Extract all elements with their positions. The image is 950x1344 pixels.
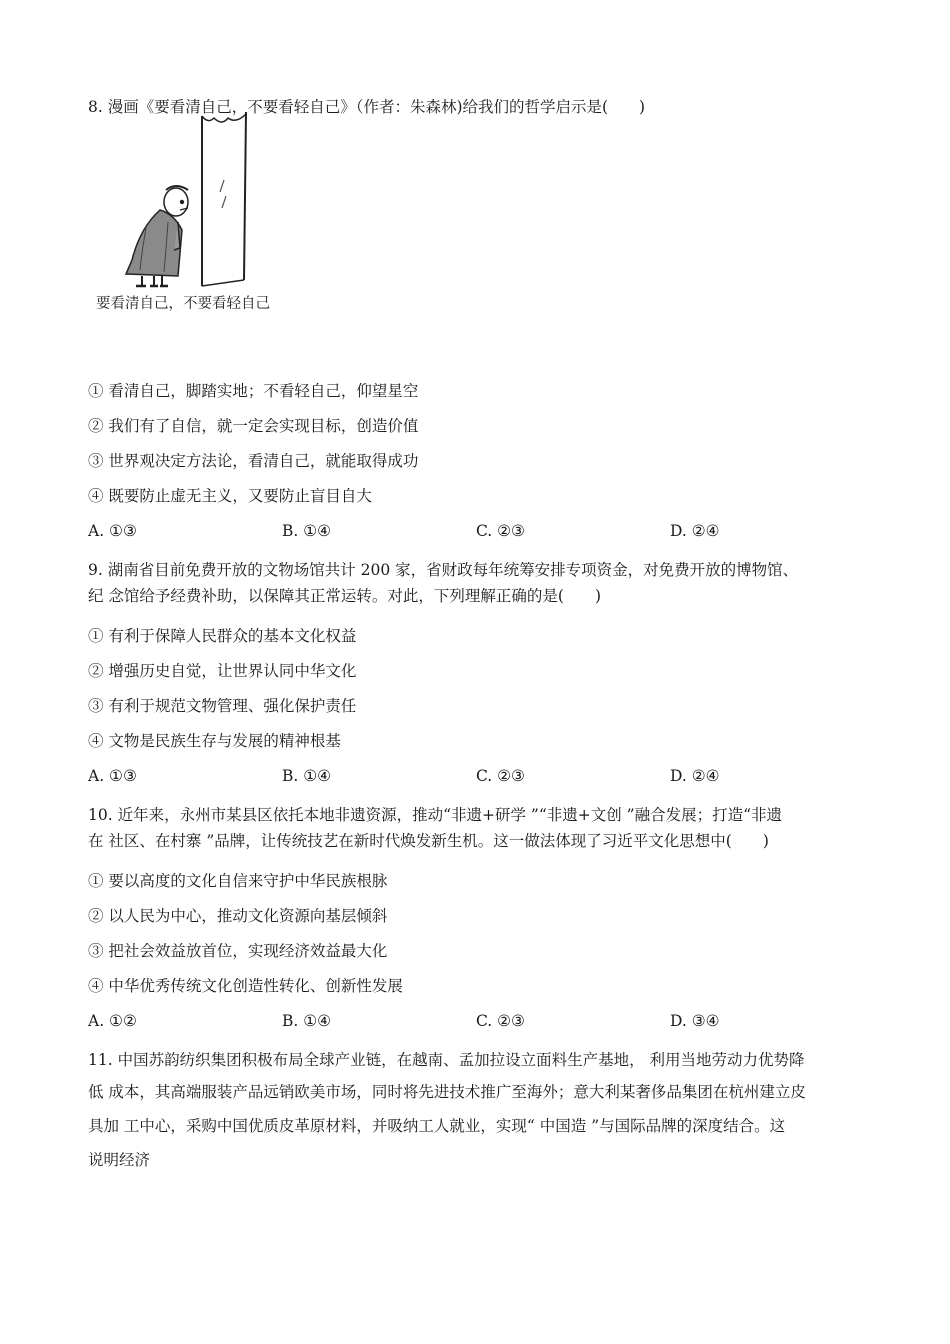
q9-item-3: ③ 有利于规范文物管理、强化保护责任	[88, 697, 357, 715]
q9-option-b[interactable]: B. ①④	[282, 767, 332, 785]
q8-option-a[interactable]: A. ①③	[88, 522, 137, 540]
q8-option-c[interactable]: C. ②③	[476, 522, 525, 540]
q8-stem: 8. 漫画《要看清自己，不要看轻自己》（作者：朱森林)给我们的哲学启示是( )	[88, 98, 646, 116]
q9-item-2: ② 增强历史自觉，让世界认同中华文化	[88, 662, 357, 680]
q10-option-c[interactable]: C. ②③	[476, 1012, 525, 1030]
q11-stem-line-2: 低 成本，其高端服装产品远销欧美市场，同时将先进技术推广至海外；意大利某奢侈品集团在杭州建立皮	[88, 1083, 806, 1101]
q10-item-1: ① 要以高度的文化自信来守护中华民族根脉	[88, 872, 388, 890]
q10-option-a[interactable]: A. ①②	[88, 1012, 137, 1030]
q9-stem-line-2: 纪 念馆给予经费补助，以保障其正常运转。对此，下列理解正确的是( )	[88, 587, 602, 605]
q11-stem-line-1: 11. 中国苏韵纺织集团积极布局全球产业链，在越南、孟加拉设立面料生产基地， 利用当地劳动力优势降	[88, 1051, 805, 1069]
q8-item-1: ① 看清自己，脚踏实地；不看轻自己，仰望星空	[88, 382, 419, 400]
q10-options	[88, 1012, 868, 1034]
q8-item-2: ② 我们有了自信，就一定会实现目标，创造价值	[88, 417, 419, 435]
q9-item-4: ④ 文物是民族生存与发展的精神根基	[88, 732, 341, 750]
q8-item-4: ④ 既要防止虚无主义，又要防止盲目自大	[88, 487, 372, 505]
q8-option-d[interactable]: D. ②④	[670, 522, 720, 540]
q10-item-2: ② 以人民为中心，推动文化资源向基层倾斜	[88, 907, 388, 925]
q10-item-4: ④ 中华优秀传统文化创造性转化、创新性发展	[88, 977, 403, 995]
q8-option-b[interactable]: B. ①④	[282, 522, 332, 540]
q9-option-c[interactable]: C. ②③	[476, 767, 525, 785]
cartoon-illustration	[96, 110, 296, 320]
q10-item-3: ③ 把社会效益放首位，实现经济效益最大化	[88, 942, 388, 960]
q11-stem-line-4: 说明经济	[88, 1151, 151, 1169]
q9-options	[88, 767, 868, 789]
q10-stem-line-2: 在 社区、在村寨 ”品牌，让传统技艺在新时代焕发新生机。这一做法体现了习近平文化思想中( )	[88, 832, 769, 850]
q10-option-b[interactable]: B. ①④	[282, 1012, 332, 1030]
q11-stem-line-3: 具加 工中心，采购中国优质皮革原材料，并吸纳工人就业，实现“ 中国造 ”与国际品牌的深度结合。这	[88, 1117, 786, 1135]
q8-item-3: ③ 世界观决定方法论，看清自己，就能取得成功	[88, 452, 419, 470]
q9-item-1: ① 有利于保障人民群众的基本文化权益	[88, 627, 357, 645]
q8-options	[88, 522, 868, 544]
q9-stem-line-1: 9. 湖南省目前免费开放的文物场馆共计 200 家，省财政每年统筹安排专项资金，对免费开放的博物馆、	[88, 561, 799, 579]
q9-option-a[interactable]: A. ①③	[88, 767, 137, 785]
q10-option-d[interactable]: D. ③④	[670, 1012, 720, 1030]
cartoon-caption: 要看清自己，不要看轻自己	[96, 296, 270, 312]
q10-stem-line-1: 10. 近年来，永州市某县区依托本地非遗资源，推动“非遗+研学 ”“非遗+文创 ”融合发展；打造“非遗	[88, 806, 783, 824]
q9-option-d[interactable]: D. ②④	[670, 767, 720, 785]
